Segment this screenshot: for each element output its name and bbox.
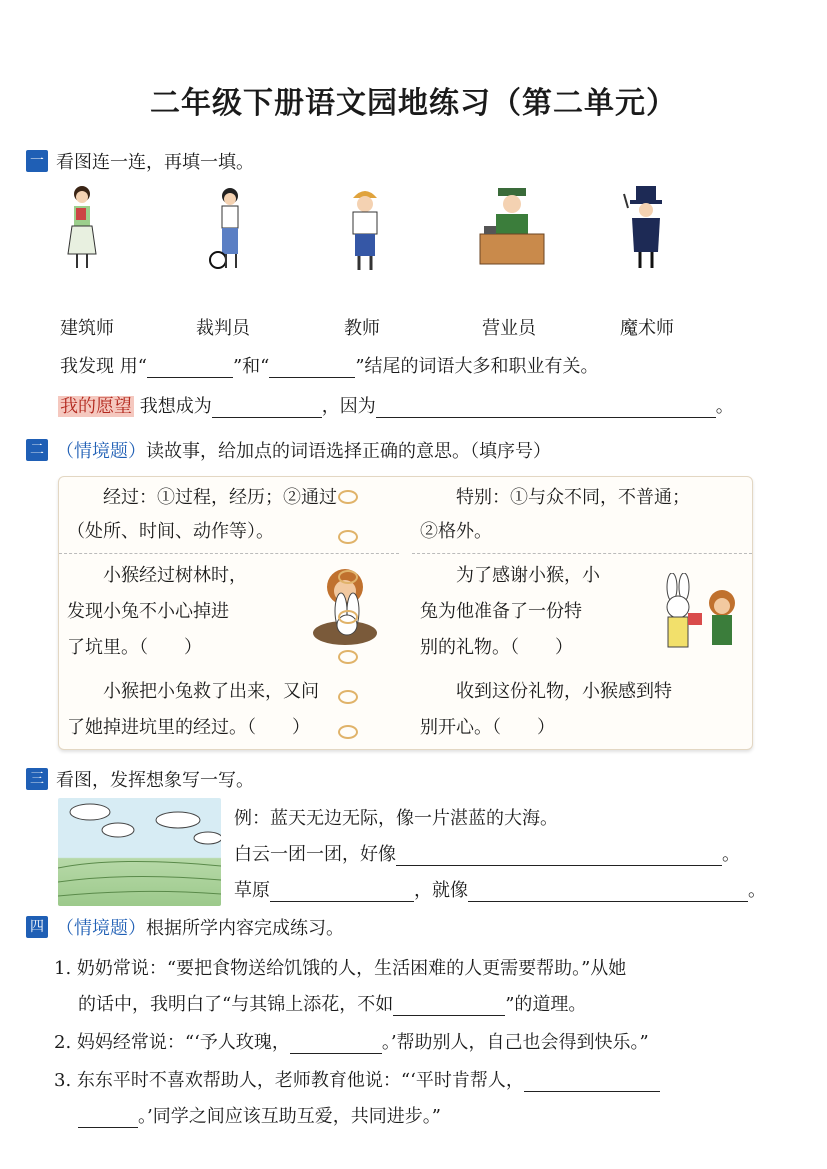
wish-line: 我的愿望 我想成为 ，因为 。 [60, 396, 734, 417]
grassland-blank-2[interactable] [468, 883, 748, 902]
left-def-2: （处所、时间、动作等）。 [67, 521, 274, 542]
question-2-blank[interactable] [290, 1035, 382, 1054]
job-label-2: 裁判员 [196, 318, 250, 339]
question-1-line-2: 的话中，我明白了“与其锦上添花，不如 ”的道理。 [78, 994, 587, 1015]
rabbit-gift-illustration [652, 573, 748, 657]
figure-shop-clerk [478, 186, 546, 266]
right-def-2: ②格外。 [420, 521, 492, 542]
figure-referee [208, 184, 248, 274]
discover-line: 我发现 用“ ”和“ ”结尾的词语大多和职业有关。 [60, 356, 599, 377]
grassland-line: 草原 ，就像 。 [234, 880, 766, 901]
question-3-line-2: 。’同学之间应该互助互爱，共同进步。” [78, 1102, 441, 1128]
section-3-badge: 三 [26, 768, 48, 790]
section-4-heading: 四 （情境题）根据所学内容完成练习。 [26, 914, 344, 940]
wish-blank-2[interactable] [376, 399, 716, 418]
left-story-3: 了坑里。（ ） [67, 637, 202, 658]
cloud-blank[interactable] [396, 847, 722, 866]
job-label-1: 建筑师 [60, 318, 114, 339]
story-card [58, 476, 753, 750]
discover-blank-1[interactable] [147, 359, 233, 378]
left-story-1: 小猴经过树林时， [103, 565, 247, 586]
sky-grassland-picture [58, 798, 221, 906]
left-story-2: 发现小兔不小心掉进 [67, 601, 229, 622]
section-1-badge: 一 [26, 150, 48, 172]
section-1-text: 看图连一连，再填一填。 [56, 152, 254, 173]
question-1-blank[interactable] [393, 997, 505, 1016]
story-card-right [412, 477, 752, 747]
wish-blank-1[interactable] [212, 399, 322, 418]
right-story-1: 为了感谢小猴，小 [456, 565, 600, 586]
page-title: 二年级下册语文园地练习（第二单元） [150, 86, 677, 121]
section-3-heading: 三 看图，发挥想象写一写。 [26, 766, 254, 792]
wish-label: 我的愿望 [60, 396, 132, 417]
left-story-4: 小猴把小兔救了出来，又问 [103, 681, 319, 702]
section-2-heading: 二 （情境题）读故事，给加点的词语选择正确的意思。（填序号） [26, 437, 551, 463]
right-story-5: 别开心。（ ） [420, 717, 555, 738]
section-2-badge: 二 [26, 439, 48, 461]
right-story-3: 别的礼物。（ ） [420, 637, 573, 658]
figure-architect [345, 186, 385, 272]
job-label-4: 营业员 [482, 318, 536, 339]
section-1-heading [26, 148, 254, 174]
right-story-2: 兔为他准备了一份特 [420, 601, 582, 622]
question-2-line: 2. 妈妈经常说：“‘予人玫瑰， 。’帮助别人，自己也会得到快乐。” [54, 1032, 649, 1053]
example-line: 例：蓝天无边无际，像一片湛蓝的大海。 [234, 808, 558, 829]
job-label-5: 魔术师 [620, 318, 674, 339]
right-def-1: 特别：①与众不同，不普通； [456, 487, 690, 508]
question-1-line-1: 1. 奶奶常说：“要把食物送给饥饿的人，生活困难的人更需要帮助。”从她 [54, 958, 627, 979]
question-3-blank-2[interactable] [78, 1109, 138, 1128]
left-def-1: 经过：①过程，经历；②通过 [103, 487, 337, 508]
grassland-blank-1[interactable] [270, 883, 414, 902]
left-story-5: 了她掉进坑里的经过。（ ） [67, 717, 310, 738]
cloud-line: 白云一团一团，好像 。 [234, 844, 740, 865]
right-story-4: 收到这份礼物，小猴感到特 [456, 681, 672, 702]
job-label-3: 教师 [344, 318, 380, 339]
figure-woman-teacher [62, 182, 102, 272]
section-4-badge: 四 [26, 916, 48, 938]
discover-blank-2[interactable] [269, 359, 355, 378]
figure-magician [622, 186, 672, 272]
question-3-blank-1[interactable] [524, 1073, 660, 1092]
question-3-line-1: 3. 东东平时不喜欢帮助人，老师教育他说：“‘平时肯帮人， [54, 1066, 660, 1092]
